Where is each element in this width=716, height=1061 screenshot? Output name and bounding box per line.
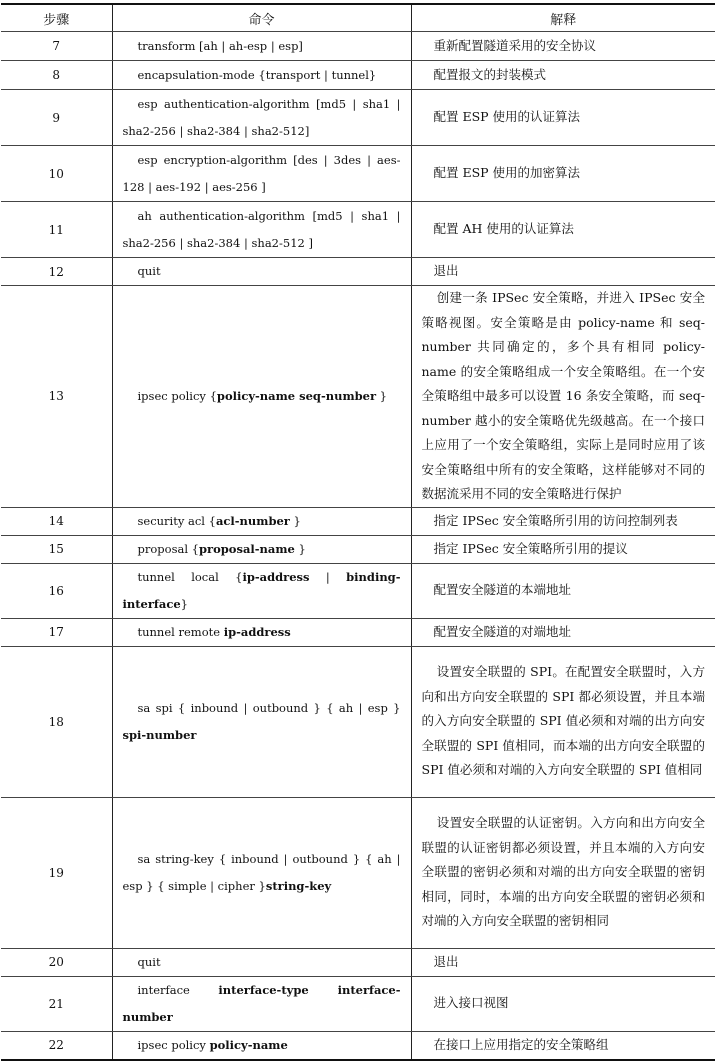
table-row [1,646,715,797]
header-row [1,4,715,32]
step-number: 8 [1,61,112,90]
step-number: 20 [1,948,112,976]
table-row [1,507,715,535]
explanation-cell: 指定 IPSec 安全策略所引用的访问控制列表 [411,507,715,535]
step-number: 12 [1,258,112,286]
table-row [1,618,715,646]
explanation-cell: 设置安全联盟的认证密钥。入方向和出方向安全联盟的认证密钥都必须设置，并且本端的入方向安全联盟的密钥必须和对端的出方向安全联盟的密钥相同，同时，本端的出方向安全联盟的密钥必须和对端的入方向安全联盟的密钥相同 [411,797,715,948]
command-cell: ipsec policy {policy-name seq-number } [112,286,411,508]
table-row [1,202,715,258]
step-number: 22 [1,1031,112,1060]
table-row [1,563,715,618]
command-cell: tunnel remote ip-address [112,618,411,646]
step-number: 16 [1,563,112,618]
explanation-cell: 进入接口视图 [411,976,715,1031]
explanation-cell: 配置安全隧道的对端地址 [411,618,715,646]
table-row [1,286,715,508]
step-number: 19 [1,797,112,948]
explanation-cell: 配置 ESP 使用的认证算法 [411,90,715,146]
step-number: 21 [1,976,112,1031]
table-row [1,61,715,90]
command-cell: encapsulation-mode {transport | tunnel} [112,61,411,90]
table-row [1,1031,715,1060]
explanation-cell: 在接口上应用指定的安全策略组 [411,1031,715,1060]
command-cell: interface interface-type interface-number [112,976,411,1031]
command-cell: security acl {acl-number } [112,507,411,535]
table-row [1,32,715,61]
header-step: 步骤 [1,4,112,32]
explanation-cell: 创建一条 IPSec 安全策略，并进入 IPSec 安全策略视图。安全策略是由 policy-name 和 seq-number 共同确定的，多个具有相同 policy-name 的安全策略组成一个安全策略组。在一个安全策略组中最多可以设置 16 条安全策略，而 seq-number 越小的安全策略优先级越高。在一个接口上应用了一个安全策略组，实际上是同时应用了该安全策略组中所有的安全策略，这样能够对不同的数据流采用不同的安全策略进行保护 [411,286,715,508]
explanation-cell: 设置安全联盟的 SPI。在配置安全联盟时，入方向和出方向安全联盟的 SPI 都必须设置，并且本端的入方向安全联盟的 SPI 值必须和对端的出方向安全联盟的 SPI 值相同，而本端的出方向安全联盟的 SPI 值必须和对端的入方向安全联盟的 SPI 值相同 [411,646,715,797]
header-explanation: 解释 [411,4,715,32]
command-cell: sa string-key { inbound | outbound } { ah | esp } { simple | cipher }string-key [112,797,411,948]
table-row [1,90,715,146]
explanation-cell: 配置报文的封装模式 [411,61,715,90]
step-number: 17 [1,618,112,646]
explanation-cell: 配置安全隧道的本端地址 [411,563,715,618]
table-row [1,146,715,202]
step-number: 11 [1,202,112,258]
step-number: 14 [1,507,112,535]
table-row [1,948,715,976]
command-cell: esp authentication-algorithm [md5 | sha1 | sha2-256 | sha2-384 | sha2-512] [112,90,411,146]
command-cell: transform [ah | ah-esp | esp] [112,32,411,61]
command-table [1,3,715,1061]
step-number: 13 [1,286,112,508]
header-command: 命令 [112,4,411,32]
step-number: 15 [1,535,112,563]
command-cell: quit [112,258,411,286]
step-number: 9 [1,90,112,146]
explanation-cell: 退出 [411,258,715,286]
explanation-cell: 重新配置隧道采用的安全协议 [411,32,715,61]
command-cell: tunnel local {ip-address | binding-interface} [112,563,411,618]
step-number: 10 [1,146,112,202]
command-cell: proposal {proposal-name } [112,535,411,563]
table-row [1,976,715,1031]
command-cell: sa spi { inbound | outbound } { ah | esp } spi-number [112,646,411,797]
explanation-cell: 退出 [411,948,715,976]
command-cell: quit [112,948,411,976]
command-cell: esp encryption-algorithm [des | 3des | aes-128 | aes-192 | aes-256 ] [112,146,411,202]
step-number: 7 [1,32,112,61]
command-cell: ipsec policy policy-name [112,1031,411,1060]
explanation-cell: 配置 ESP 使用的加密算法 [411,146,715,202]
table-row [1,258,715,286]
explanation-cell: 指定 IPSec 安全策略所引用的提议 [411,535,715,563]
explanation-cell: 配置 AH 使用的认证算法 [411,202,715,258]
table-row [1,535,715,563]
table-row [1,797,715,948]
step-number: 18 [1,646,112,797]
command-cell: ah authentication-algorithm [md5 | sha1 | sha2-256 | sha2-384 | sha2-512 ] [112,202,411,258]
